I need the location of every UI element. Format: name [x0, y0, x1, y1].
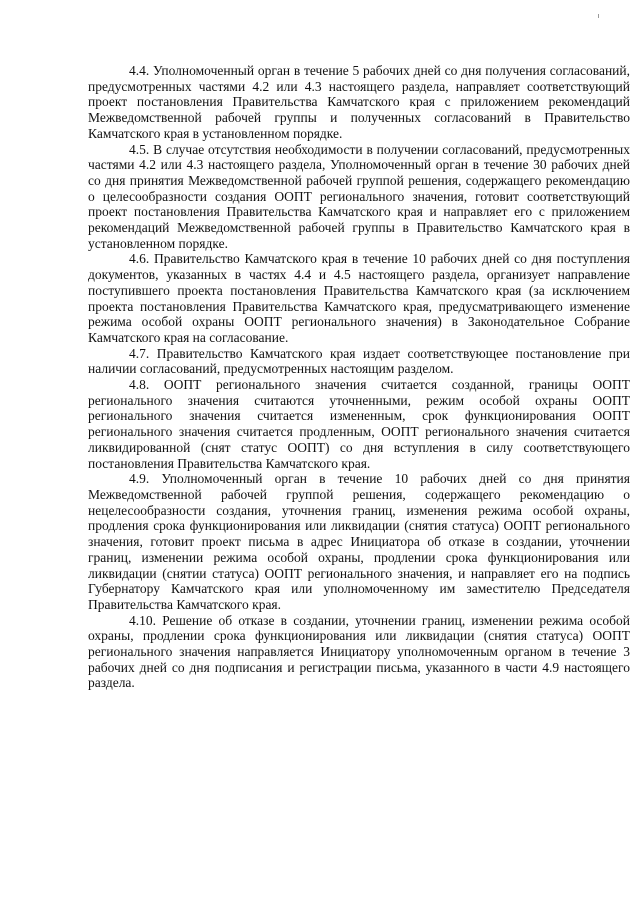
paragraph-4-6: 4.6. Правительство Камчатского края в течение 10 рабочих дней со дня поступления документов, указанных в частях 4.4 и 4.5 настоящего раздела, организует направление поступившего проекта постановления Правительства Камчатского края (за исключением проекта постановления Правительства Камчатского края, предусматривающего изменение режима особой охраны ООПТ регионального значения) в Законодательное Собрание Камчатского края на согласование. [88, 251, 630, 345]
paragraph-4-4: 4.4. Уполномоченный орган в течение 5 рабочих дней со дня получения согласований, предусмотренных частями 4.2 или 4.3 настоящего раздела, направляет соответствующий проект постановления Правительства Камчатского края с приложением рекомендаций Межведомственной рабочей группы и полученных согласований в Правительство Камчатского края в установленном порядке. [88, 63, 630, 141]
document-body [88, 63, 630, 691]
paragraph-4-9: 4.9. Уполномоченный орган в течение 10 рабочих дней со дня принятия Межведомственной рабочей группой решения, содержащего рекомендацию о нецелесообразности создания, уточнения границ, изменения режима особой охраны, продления срока функционирования или ликвидации (снятия статуса) ООПТ регионального значения, готовит проект письма в адрес Инициатора об отказе в создании, уточнении границ, изменении режима особой охраны, продлении срока функционирования или ликвидации (снятии статуса) ООПТ регионального значения, и направляет его на подпись Губернатору Камчатского края или уполномоченному им заместителю Председателя Правительства Камчатского края. [88, 471, 630, 612]
scan-mark [598, 14, 599, 18]
paragraph-4-7: 4.7. Правительство Камчатского края издает соответствующее постановление при наличии согласований, предусмотренных настоящим разделом. [88, 345, 630, 377]
paragraph-4-10: 4.10. Решение об отказе в создании, уточнении границ, изменении режима особой охраны, продлении срока функционирования или ликвидации (снятия статуса) ООПТ регионального значения направляется Инициатору уполномоченным органом в течение 3 рабочих дней со дня подписания и регистрации письма, указанного в части 4.9 настоящего раздела. [88, 612, 630, 691]
paragraph-4-5: 4.5. В случае отсутствия необходимости в получении согласований, предусмотренных частями 4.2 или 4.3 настоящего раздела, Уполномоченный орган в течение 30 рабочих дней со дня принятия Межведомственной рабочей группой решения, содержащего рекомендацию о целесообразности создания ООПТ регионального значения, готовит соответствующий проект постановления Правительства Камчатского края и направляет его с приложением рекомендаций Межведомственной рабочей группы в Правительство Камчатского края в установленном порядке. [88, 141, 630, 251]
paragraph-4-8: 4.8. ООПТ регионального значения считается созданной, границы ООПТ регионального значения считаются уточненными, режим особой охраны ООПТ регионального значения считается измененным, срок функционирования ООПТ регионального значения считается продленным, ООПТ регионального значения считается ликвидированной (снят статус ООПТ) со дня вступления в силу соответствующего постановления Правительства Камчатского края. [88, 377, 630, 471]
